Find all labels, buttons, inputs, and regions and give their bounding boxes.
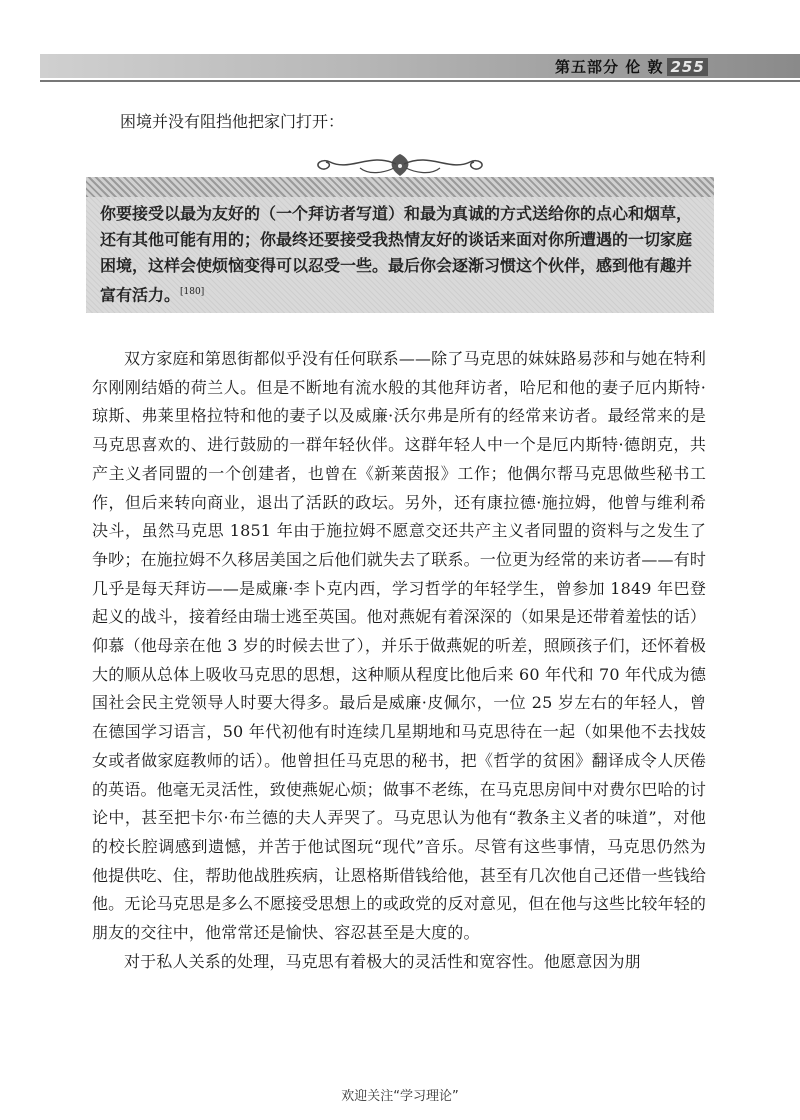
quote-body: 你要接受以最为友好的（一个拜访者写道）和最为真诚的方式送给你的点心和烟草，还有其他可能有用的；你最终还要接受我热情友好的谈话来面对你所遭遇的一切家庭困境，这样会使烦恼变得可以忍受一些。最后你会逐渐习惯这个伙伴，感到他有趣并富有活力。	[100, 204, 693, 305]
ornament-divider	[300, 150, 500, 180]
header-rule	[40, 80, 800, 82]
section-title: 第五部分 伦 敦	[555, 58, 664, 76]
citation-marker: [180]	[180, 287, 205, 297]
running-header	[555, 56, 708, 78]
quote-hatch-band	[86, 177, 714, 197]
paragraph-1: 双方家庭和第恩街都似乎没有任何联系——除了马克思的妹妹路易莎和与她在特利尔刚刚结婚的荷兰人。但是不断地有流水般的其他拜访者，哈尼和他的妻子厄内斯特·琼斯、弗莱里格拉特和他的妻子以及威廉·沃尔弗是所有的经常来访者。最经常来的是马克思喜欢的、进行鼓励的一群年轻伙伴。这群年轻人中一个是厄内斯特·德朗克，共产主义者同盟的一个创建者，也曾在《新莱茵报》工作；他偶尔帮马克思做些秘书工作，但后来转向商业，退出了活跃的政坛。另外，还有康拉德·施拉姆，他曾与维利希决斗，虽然马克思 1851 年由于施拉姆不愿意交还共产主义者同盟的资料与之发生了争吵；在施拉姆不久移居美国之后他们就失去了联系。一位更为经常的来访者——有时几乎是每天拜访——是威廉·李卜克内西，学习哲学的年轻学生，曾参加 1849 年巴登起义的战斗，接着经由瑞士逃至英国。他对燕妮有着深深的（如果是还带着羞怯的话）仰慕（他母亲在他 3 岁的时候去世了），并乐于做燕妮的听差，照顾孩子们，还怀着极大的顺从总体上吸收马克思的思想，这种顺从程度比他后来 60 年代和 70 年代成为德国社会民主党领导人时要大得多。最后是威廉·皮佩尔，一位 25 岁左右的年轻人，曾在德国学习语言，50 年代初他有时连续几星期地和马克思待在一起（如果他不去找妓女或者做家庭教师的话）。他曾担任马克思的秘书，把《哲学的贫困》翻译成令人厌倦的英语。他毫无灵活性，致使燕妮心烦；做事不老练，在马克思房间中对费尔巴哈的讨论中，甚至把卡尔·布兰德的夫人弄哭了。马克思认为他有“教条主义者的味道”，对他的校长腔调感到遗憾，并苦于他试图玩“现代”音乐。尽管有这些事情，马克思仍然为他提供吃、住，帮助他战胜疾病，让恩格斯借钱给他，甚至有几次他自己还借一些钱给他。无论马克思是多么不愿接受思想上的或政党的反对意见，但在他与这些比较年轻的朋友的交往中，他常常还是愉快、容忍甚至是大度的。	[92, 349, 706, 943]
block-quote	[86, 177, 714, 313]
paragraph-2: 对于私人关系的处理，马克思有着极大的灵活性和宽容性。他愿意因为朋	[124, 951, 641, 971]
intro-line: 困境并没有阻挡他把家门打开：	[120, 112, 345, 131]
body-text	[92, 345, 706, 976]
page-number: 255	[667, 58, 707, 76]
footer-note: 欢迎关注“学习理论”	[341, 1089, 459, 1104]
quote-text	[100, 201, 700, 308]
